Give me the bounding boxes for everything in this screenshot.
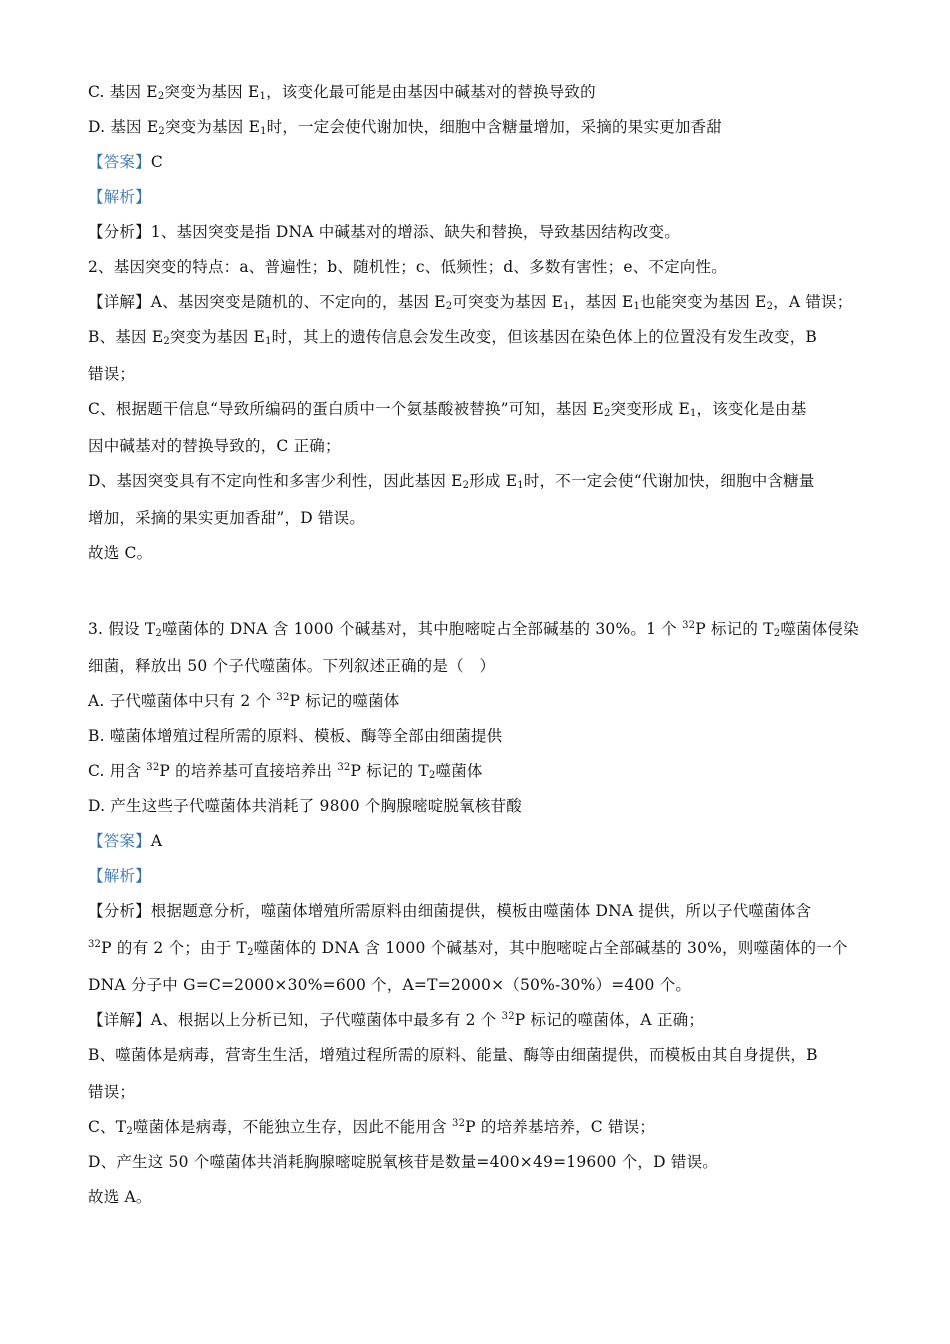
q2-detail-c-line-1: C、根据题干信息“导致所编码的蛋白质中一个氨基酸被替换”可知，基因 $E_2$突变形成 $E_1$，该变化是由基 xyxy=(88,400,807,419)
q2-detail-b-line-1: B、基因 $E_2$突变为基因 $E_1$时，其上的遗传信息会发生改变，但该基因在染色体上的位置没有发生改变，B xyxy=(88,328,818,347)
q2-analysis-line-1: 【分析】1、基因突变是指 DNA 中碱基对的增添、缺失和替换，导致基因结构改变。 xyxy=(88,223,680,241)
q2-detail-a: 【详解】A、基因突变是随机的、不定向的，基因 $E_2$可突变为基因 $E_1$，基因 $E_1$也能突变为基因 $E_2$，A 错误； xyxy=(88,293,853,312)
q2-answer: 【答案】C xyxy=(88,153,163,171)
q3-option-c: C. 用含 $^{32}$P 的培养基可直接培养出 $^{32}$P 标记的 $T_2$噬菌体 xyxy=(88,762,483,781)
q2-detail-d-line-1: D、基因突变具有不定向性和多害少利性，因此基因 $E_2$形成 $E_1$时，不一定会使“代谢加快，细胞中含糖量 xyxy=(88,472,815,491)
q3-option-b: B. 噬菌体增殖过程所需的原料、模板、酶等全部由细菌提供 xyxy=(88,727,503,745)
q3-detail-d: D、产生这 50 个噬菌体共消耗胸腺嘧啶脱氧核苷是数量=400×49=19600 个，D 错误。 xyxy=(88,1153,718,1171)
q3-detail-c: C、$T_2$噬菌体是病毒，不能独立生存，因此不能用含 $^{32}$P 的培养基培养，C 错误； xyxy=(88,1118,656,1137)
q3-analysis-line-3: DNA 分子中 G=C=2000×30%=600 个，A=T=2000×（50%-30%）=400 个。 xyxy=(88,976,692,994)
q3-answer: 【答案】A xyxy=(88,832,163,850)
q2-detail-b-line-2: 错误； xyxy=(88,365,136,383)
q3-analysis-line-1: 【分析】根据题意分析，噬菌体增殖所需原料由细菌提供，模板由噬菌体 DNA 提供，所以子代噬菌体含 xyxy=(88,902,812,920)
q2-option-c: C. 基因 $E_2$突变为基因 $E_1$，该变化最可能是由基因中碱基对的替换导致的 xyxy=(88,83,596,102)
q3-option-d: D. 产生这些子代噬菌体共消耗了 9800 个胸腺嘧啶脱氧核苷酸 xyxy=(88,797,522,815)
q3-detail-b-line-1: B、噬菌体是病毒，营寄生生活，增殖过程所需的原料、能量、酶等由细菌提供，而模板由其自身提供，B xyxy=(88,1046,818,1064)
q2-jiexi-heading: 【解析】 xyxy=(88,188,151,206)
q2-conclusion: 故选 C。 xyxy=(88,544,153,562)
q2-detail-d-line-2: 增加，采摘的果实更加香甜”，D 错误。 xyxy=(88,509,366,527)
q2-option-d: D. 基因 $E_2$突变为基因 $E_1$时，一定会使代谢加快，细胞中含糖量增加，采摘的果实更加香甜 xyxy=(88,118,722,137)
q3-analysis-line-2: $^{32}$P 的有 2 个；由于 $T_2$噬菌体的 DNA 含 1000 个碱基对，其中胞嘧啶占全部碱基的 30%，则噬菌体的一个 xyxy=(88,939,848,958)
q3-jiexi-heading: 【解析】 xyxy=(88,867,151,885)
q2-detail-c-line-2: 因中碱基对的替换导致的，C 正确； xyxy=(88,437,341,455)
q3-detail-b-line-2: 错误； xyxy=(88,1083,136,1101)
q3-conclusion: 故选 A。 xyxy=(88,1188,152,1206)
q3-stem-line-1: 3. 假设 $T_2$噬菌体的 DNA 含 1000 个碱基对，其中胞嘧啶占全部碱基的 30%。1 个 $^{32}$P 标记的 $T_2$噬菌体侵染 xyxy=(88,620,859,639)
q3-detail-a: 【详解】A、根据以上分析已知，子代噬菌体中最多有 2 个 $^{32}$P 标记的噬菌体，A 正确； xyxy=(88,1011,705,1029)
q3-stem-line-2: 细菌，释放出 50 个子代噬菌体。下列叙述正确的是（ ） xyxy=(88,657,496,675)
q3-option-a: A. 子代噬菌体中只有 2 个 $^{32}$P 标记的噬菌体 xyxy=(88,692,400,710)
q2-analysis-line-2: 2、基因突变的特点：a、普遍性；b、随机性；c、低频性；d、多数有害性；e、不定向性。 xyxy=(88,258,727,276)
